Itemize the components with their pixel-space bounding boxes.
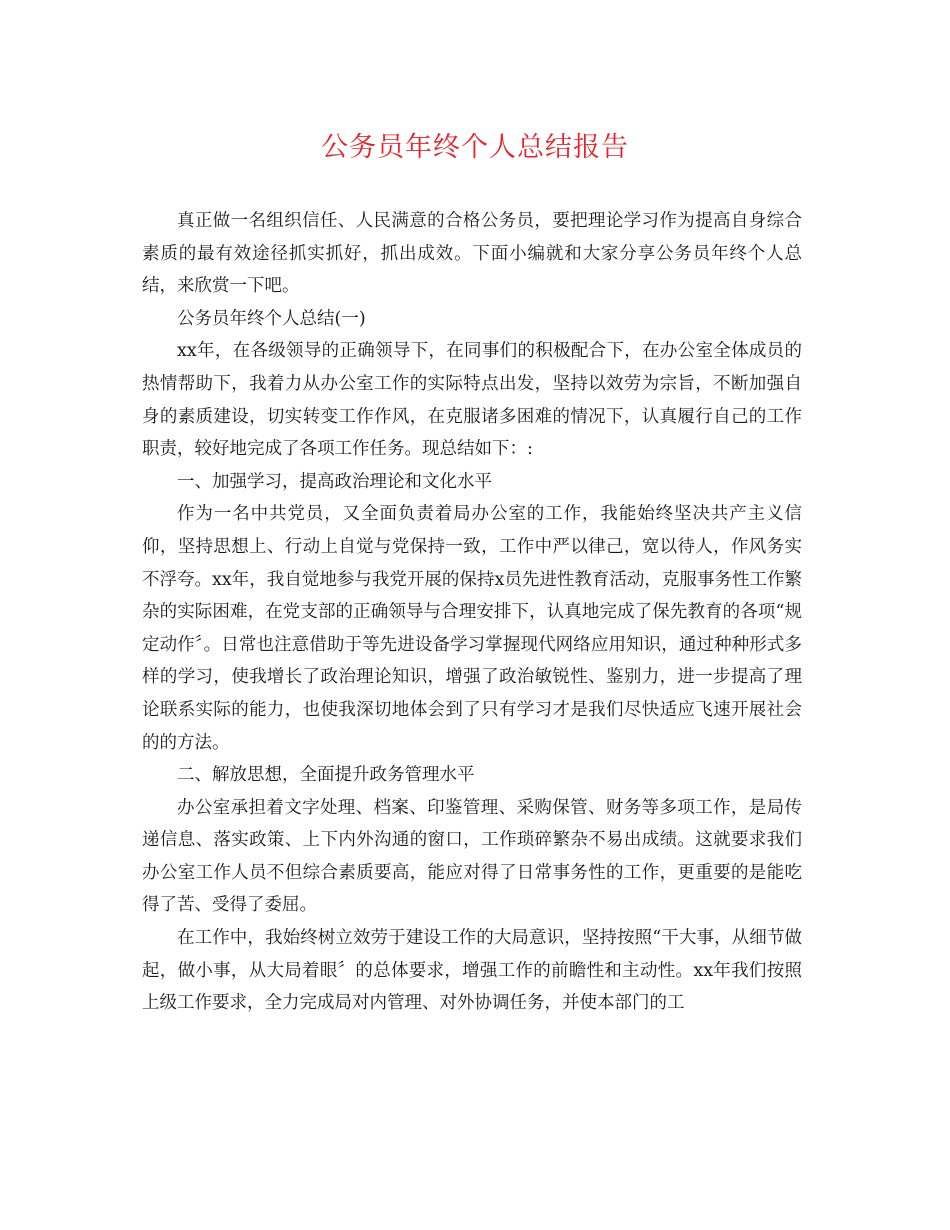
body-paragraph: 作为一名中共党员，又全面负责着局办公室的工作，我能始终坚决共产主义信仰，坚持思想上、行动上自觉与党保持一致，工作中严以律己，宽以待人，作风务实不浮夸。xx年，我自觉地参与我党开展的保持x员先进性教育活动，克服事务性工作繁杂的实际困难，在党支部的正确领导与合理安排下，认真地完成了保先教育的各项“规定动作〞。日常也注意借助于等先进设备学习掌握现代网络应用知识，通过种种形式多样的学习，使我增长了政治理论知识，增强了政治敏锐性、鉴别力，进一步提高了理论联系实际的能力，也使我深切地体会到了只有学习才是我们尽快适应飞速开展社会的的方法。 bbox=[142, 504, 802, 753]
body-paragraph: 在工作中，我始终树立效劳于建设工作的大局意识，坚持按照“干大事，从细节做起，做小事，从大局着眼〞的总体要求，增强工作的前瞻性和主动性。xx年我们按照上级工作要求，全力完成局对内管理、对外协调任务，并使本部门的工 bbox=[142, 928, 802, 1014]
intro-paragraph: 真正做一名组织信任、人民满意的合格公务员，要把理论学习作为提高自身综合素质的最有效途径抓实抓好，抓出成效。下面小编就和大家分享公务员年终个人总结，来欣赏一下吧。 bbox=[142, 211, 802, 297]
section-heading-study: 一、加强学习，提高政治理论和文化水平 bbox=[177, 471, 492, 492]
document-body bbox=[142, 205, 802, 1020]
body-paragraph: xx年，在各级领导的正确领导下，在同事们的积极配合下，在办公室全体成员的热情帮助下，我着力从办公室工作的实际特点出发，坚持以效劳为宗旨，不断加强自身的素质建设，切实转变工作作风，在克服诸多困难的情况下，认真履行自己的工作职责，较好地完成了各项工作任务。现总结如下：: bbox=[142, 341, 802, 460]
document-title: 公务员年终个人总结报告 bbox=[321, 132, 629, 163]
body-paragraph: 办公室承担着文字处理、档案、印鉴管理、采购保管、财务等多项工作，是局传递信息、落实政策、上下内外沟通的窗口，工作琐碎繁杂不易出成绩。这就要求我们办公室工作人员不但综合素质要高，能应对得了日常事务性的工作，更重要的是能吃得了苦、受得了委屈。 bbox=[142, 797, 802, 916]
section-heading-summary-1: 公务员年终个人总结(一) bbox=[177, 308, 366, 329]
section-heading-emancipate: 二、解放思想，全面提升政务管理水平 bbox=[177, 765, 475, 786]
